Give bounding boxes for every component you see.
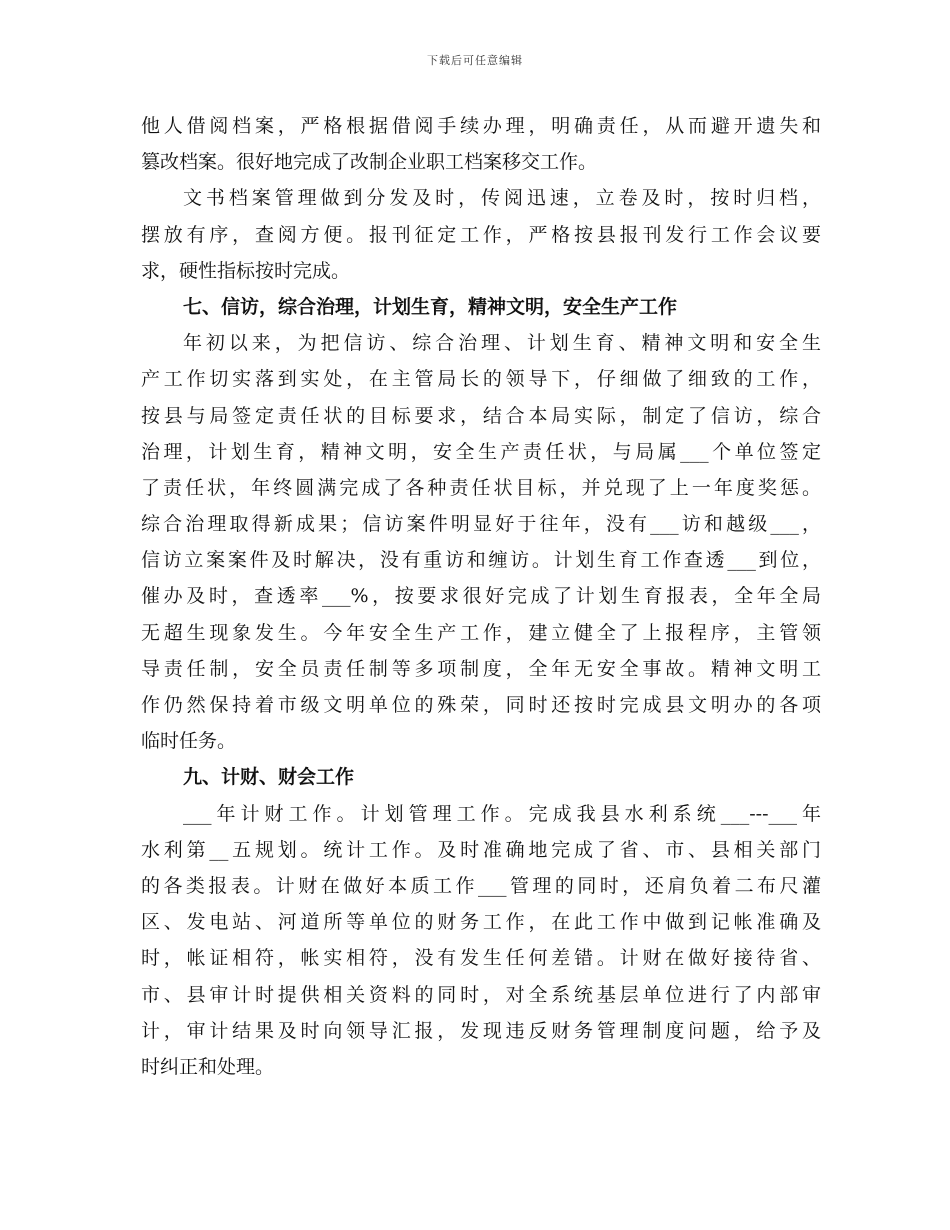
paragraph-line: 篡改档案。很好地完成了改制企业职工档案移交工作。 [141,151,598,174]
paragraph-line: 按县与局签定责任状的目标要求，结合本局实际，制定了信访，综合 [141,404,821,427]
paragraph-line: 治理，计划生育，精神文明，安全生产责任状，与局属___个单位签定 [141,440,821,463]
paragraph-line: ___年计财工作。计划管理工作。完成我县水利系统___---___年 [183,802,821,825]
paragraph-line: 信访立案案件及时解决，没有重访和缠访。计划生育工作查透___到位， [141,549,821,572]
paragraph-line: 计，审计结果及时向领导汇报，发现违反财务管理制度问题，给予及 [141,1019,821,1042]
section-heading: 七、信访，综合治理，计划生育，精神文明，安全生产工作 [183,295,678,318]
paragraph-line: 摆放有序，查阅方便。报刊征定工作，严格按县报刊发行工作会议要 [141,223,821,246]
paragraph-line: 水利第__五规划。统计工作。及时准确地完成了省、市、县相关部门 [141,838,821,861]
paragraph-line: 临时任务。 [141,730,237,753]
paragraph-line: 年初以来，为把信访、综合治理、计划生育、精神文明和安全生 [183,332,821,355]
paragraph-line: 求，硬性指标按时完成。 [141,259,351,282]
paragraph-line: 催办及时，查透率___%，按要求很好完成了计划生育报表，全年全局 [141,585,821,608]
paragraph-line: 他人借阅档案，严格根据借阅手续办理，明确责任，从而避开遗失和 [141,115,821,137]
paragraph-line: 综合治理取得新成果；信访案件明显好于往年，没有___访和越级___， [141,513,821,536]
paragraph-line: 时，帐证相符，帐实相符，没有发生任何差错。计财在做好接待省、 [141,947,821,970]
paragraph-line: 的各类报表。计财在做好本质工作___管理的同时，还肩负着二布尺灌 [141,874,821,897]
section-heading: 九、计财、财会工作 [183,766,355,789]
paragraph-line: 文书档案管理做到分发及时，传阅迅速，立卷及时，按时归档， [183,187,821,210]
paragraph-line: 了责任状，年终圆满完成了各种责任状目标，并兑现了上一年度奖惩。 [141,476,821,499]
paragraph-line: 产工作切实落到实处，在主管局长的领导下，仔细做了细致的工作， [141,368,821,391]
paragraph-line: 无超生现象发生。今年安全生产工作，建立健全了上报程序，主管领 [141,621,821,644]
document-body [141,108,821,1085]
paragraph-line: 导责任制，安全员责任制等多项制度，全年无安全事故。精神文明工 [141,657,821,680]
paragraph-line: 时纠正和处理。 [141,1055,275,1078]
paragraph-line: 市、县审计时提供相关资料的同时，对全系统基层单位进行了内部审 [141,983,821,1006]
page-header: 下载后可任意编辑 [427,54,523,67]
paragraph-line: 作仍然保持着市级文明单位的殊荣，同时还按时完成县文明办的各项 [141,694,821,716]
paragraph-line: 区、发电站、河道所等单位的财务工作，在此工作中做到记帐准确及 [141,911,821,934]
